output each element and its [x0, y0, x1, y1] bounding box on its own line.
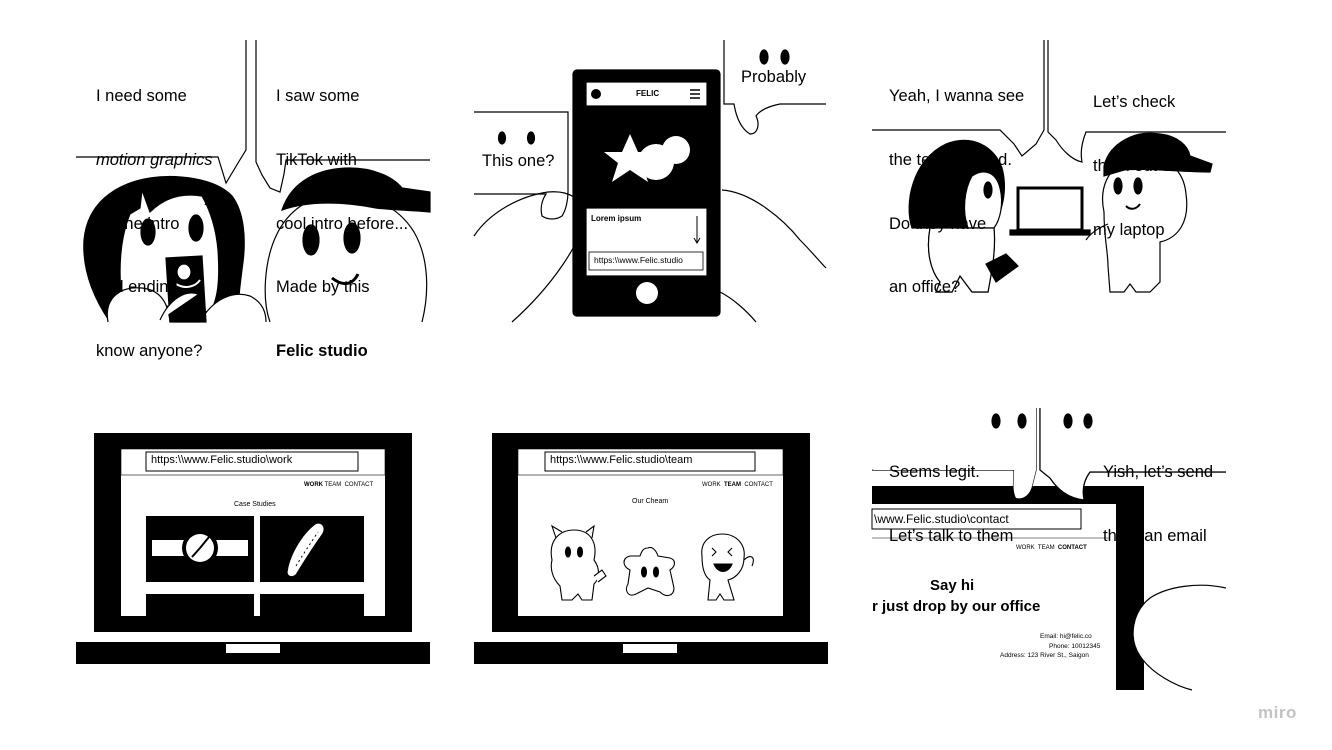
phone-url: https:\\www.Felic.studio	[594, 255, 683, 265]
girl-speech-text-panel-6	[889, 420, 1013, 568]
laptop-work	[76, 433, 430, 664]
url-team: https:\\www.Felic.studio\team	[550, 454, 693, 466]
bubble-line: Seems legit.	[889, 463, 980, 482]
bubble-line: and ending,	[96, 278, 183, 297]
contact-email: Email: hi@felic.co	[1040, 633, 1092, 640]
nav-item-team: TEAM	[1037, 545, 1055, 551]
bubble-line: Made by this	[276, 278, 370, 297]
url-contact: \www.Felic.studio\contact	[874, 512, 1009, 526]
site-nav-work	[304, 482, 373, 488]
nav-item-team: TEAM	[324, 482, 342, 488]
case-studies-heading: Case Studies	[234, 501, 276, 508]
bubble-line: Let’s talk to them	[889, 527, 1014, 546]
girl-speech-text-panel-2: This one?	[482, 152, 555, 170]
boy-speech-text-panel-6	[1103, 420, 1213, 568]
bubble-line: I saw some	[276, 87, 360, 106]
bubble-line: motion graphics	[96, 151, 213, 170]
girl-speech-text-panel-3	[889, 44, 1024, 320]
bubble-line: TikTok with	[276, 151, 357, 170]
boy-speech-text-panel-2: Probably	[741, 68, 807, 86]
phone-card-title: Lorem ipsum	[591, 214, 642, 223]
nav-item-work: WORK	[1016, 545, 1035, 551]
bubble-line: Let’s check	[1093, 93, 1176, 112]
bubble-line: I need some	[96, 87, 187, 106]
bubble-line: know anyone?	[96, 341, 203, 360]
girl-speech-text-panel-1	[96, 44, 212, 383]
contact-address: Address: 123 River St., Saigon	[1000, 652, 1089, 659]
studio-name: Felic studio	[276, 341, 368, 360]
panel-4	[76, 433, 430, 664]
bubble-line: them out on	[1093, 157, 1181, 176]
bubble-line: Do they have	[889, 214, 987, 233]
contact-phone: Phone: 10012345	[1049, 643, 1101, 650]
site-nav-contact	[1016, 545, 1087, 551]
hand-on-screen	[1133, 585, 1226, 690]
office-line: r just drop by our office	[872, 598, 1041, 615]
nav-item-contact: CONTACT	[744, 482, 773, 488]
nav-item-team: TEAM	[724, 482, 742, 488]
phone-device	[573, 70, 720, 316]
panel-5	[474, 433, 828, 664]
boy-speech-text-panel-1	[276, 44, 408, 383]
case-study-tile-hotdog	[260, 516, 364, 582]
nav-item-contact: CONTACT	[1057, 545, 1087, 551]
nav-item-contact: CONTACT	[344, 482, 374, 488]
bubble-line: them an email	[1103, 527, 1207, 546]
bubble-line: for the intro	[96, 214, 180, 233]
team-heading: Our Cheam	[632, 498, 669, 505]
bubble-line: Yeah, I wanna see	[889, 87, 1025, 106]
nav-item-work: WORK	[702, 482, 721, 488]
bubble-line: my laptop	[1093, 220, 1165, 239]
bubble-line: Yish, let’s send	[1103, 463, 1214, 482]
bubble-line: an office?	[889, 278, 961, 297]
nav-item-work: WORK	[304, 482, 323, 488]
miro-watermark: miro	[1258, 703, 1297, 722]
bubble-line: the team behind.	[889, 151, 1012, 170]
site-nav-team	[702, 482, 773, 488]
bubble-line: cool intro before...	[276, 214, 409, 233]
url-work: https:\\www.Felic.studio\work	[151, 454, 293, 466]
boy-speech-text-panel-3	[1093, 50, 1180, 262]
say-hi-heading: Say hi	[930, 577, 975, 594]
phone-brand: FELIC	[636, 89, 660, 98]
